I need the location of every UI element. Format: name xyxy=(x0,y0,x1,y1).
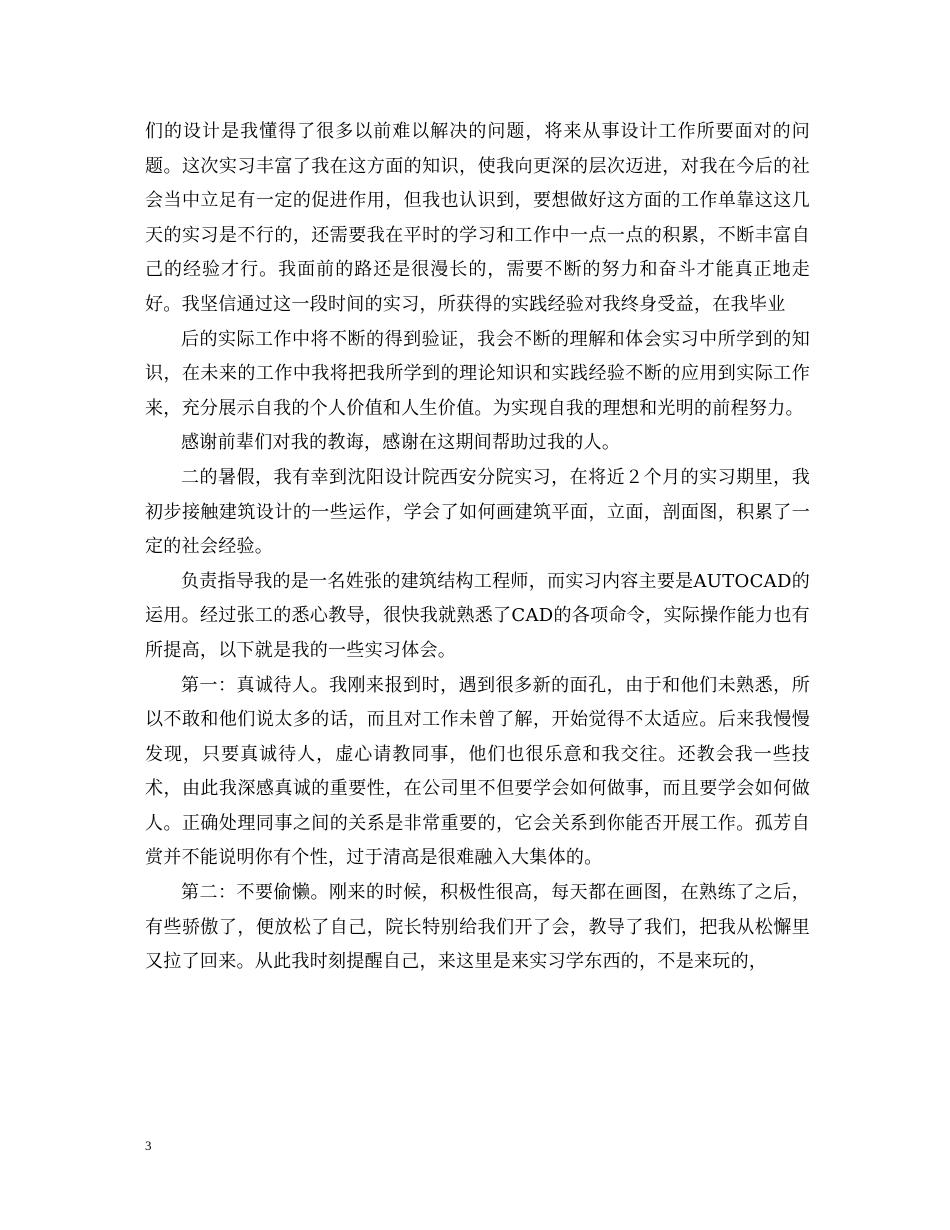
paragraph-2: 后的实际工作中将不断的得到验证，我会不断的理解和体会实习中所学到的知识，在未来的工作中我将把我所学到的理论知识和实践经验不断的应用到实际工作来，充分展示自我的个人价值和人生价值。为实现自我的理想和光明的前程努力。 xyxy=(145,328,810,419)
paragraph-7: 第二：不要偷懒。刚来的时候，积极性很高，每天都在画图，在熟练了之后，有些骄傲了，便放松了自己，院长特别给我们开了会，教导了我们，把我从松懈里又拉了回来。从此我时刻提醒自己，来这里是来实习学东西的，不是来玩的， xyxy=(145,882,810,973)
document-body xyxy=(145,115,810,980)
paragraph-5: 负责指导我的是一名姓张的建筑结构工程师，而实习内容主要是AUTOCAD的运用。经过张工的悉心教导，很快我就熟悉了CAD的各项命令，实际操作能力也有所提高，以下就是我的一些实习体会。 xyxy=(145,570,810,661)
paragraph-4: 二的暑假，我有幸到沈阳设计院西安分院实习，在将近２个月的实习期里，我初步接触建筑设计的一些运作，学会了如何画建筑平面，立面，剖面图，积累了一定的社会经验。 xyxy=(145,466,810,558)
paragraph-6: 第一：真诚待人。我刚来报到时，遇到很多新的面孔，由于和他们未熟悉，所以不敢和他们说太多的话，而且对工作未曾了解，开始觉得不太适应。后来我慢慢发现，只要真诚待人，虚心请教同事，他们也很乐意和我交往。还教会我一些技术，由此我深感真诚的重要性，在公司里不但要学会如何做事，而且要学会如何做人。正确处理同事之间的关系是非常重要的，它会关系到你能否开展工作。孤芳自赏并不能说明你有个性，过于清高是很难融入大集体的。 xyxy=(145,674,810,869)
paragraph-1: 们的设计是我懂得了很多以前难以解决的问题，将来从事设计工作所要面对的问题。这次实习丰富了我在这方面的知识，使我向更深的层次迈进，对我在今后的社会当中立足有一定的促进作用，但我也认识到，要想做好这方面的工作单靠这这几天的实习是不行的，还需要我在平时的学习和工作中一点一点的积累，不断丰富自己的经验才行。我面前的路还是很漫长的，需要不断的努力和奋斗才能真正地走好。我坚信通过这一段时间的实习，所获得的实践经验对我终身受益，在我毕业 xyxy=(145,121,810,315)
paragraph-3: 感谢前辈们对我的教诲，感谢在这期间帮助过我的人。 xyxy=(181,432,621,454)
page-number: 3 xyxy=(145,1138,152,1153)
